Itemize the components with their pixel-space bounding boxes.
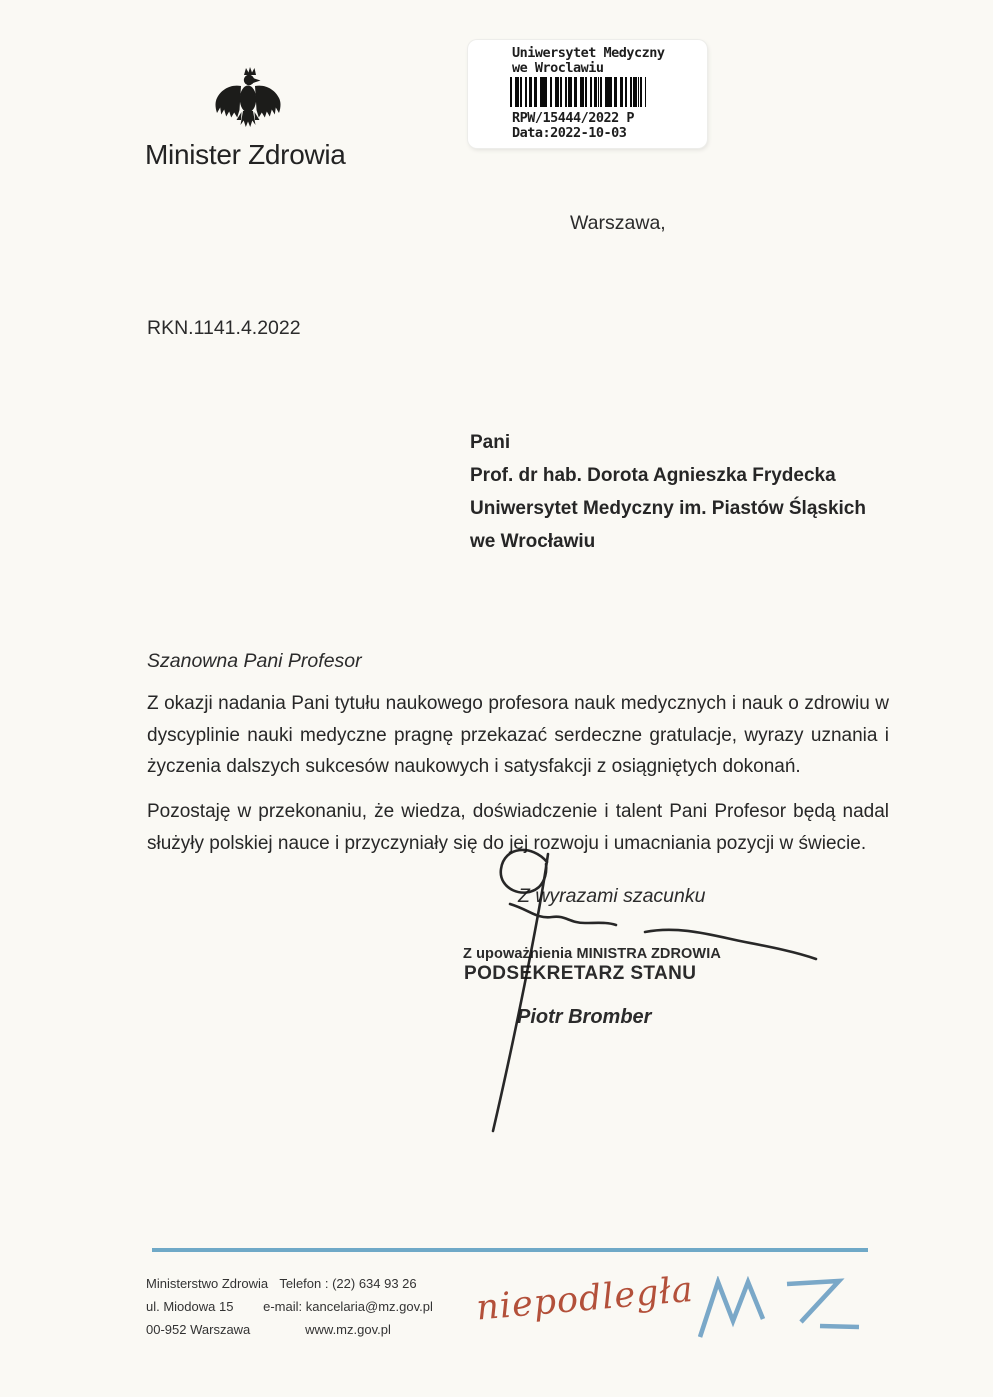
reference-number: RKN.1141.4.2022 (147, 317, 301, 339)
signer-title: PODSEKRETARZ STANU (464, 963, 697, 984)
stamp-date: Data:2022-10-03 (512, 125, 627, 141)
footer-address-block (146, 1272, 268, 1341)
footer-contact-block (262, 1272, 434, 1341)
footer-street: ul. Miodowa 15 (146, 1299, 234, 1314)
stamp-rpw-number: RPW/15444/2022 P (512, 110, 635, 126)
addressee-block (470, 426, 866, 558)
stamp-university-line2: we Wroclawiu (512, 60, 604, 76)
salutation: Szanowna Pani Profesor (147, 650, 362, 672)
body-paragraph-2: Pozostaję w przekonaniu, że wiedza, doświadczenie i talent Pani Profesor będą nadal służyły polskiej nauce i przyczyniały się do jej rozwoju i umacniania pozycji w świecie. (147, 801, 889, 854)
stamp-university-line1: Uniwersytet Medyczny (512, 45, 665, 61)
footer-email: e-mail: kancelaria@mz.gov.pl (263, 1299, 433, 1314)
minister-title: Minister Zdrowia (145, 139, 346, 170)
signer-name: Piotr Bromber (517, 1006, 652, 1028)
footer-postal-city: 00-952 Warszawa (146, 1322, 251, 1337)
polish-eagle-emblem-icon (213, 66, 283, 132)
addressee-line: Uniwersytet Medyczny im. Piastów Śląskich (470, 498, 866, 519)
closing-phrase: Z wyrazami szacunku (518, 885, 706, 907)
footer-website: www.mz.gov.pl (305, 1322, 391, 1337)
mail-registration-stamp (468, 40, 707, 148)
city-date-line: Warszawa, (570, 212, 666, 234)
footer-phone: Telefon : (22) 634 93 26 (279, 1276, 417, 1291)
mz-logo-icon (698, 1276, 862, 1348)
body-paragraph-1: Z okazji nadania Pani tytułu naukowego profesora nauk medycznych i nauk o zdrowiu w dyscyplinie nauki medyczne pragnę przekazać serdeczne gratulacje, wyrazy uznania i życzenia dalszych sukcesów naukowych i satysfakcji z osiągniętych dokonań. (147, 693, 889, 777)
niepodlegla-logo: niepodległa (474, 1269, 696, 1329)
footer-org-name: Ministerstwo Zdrowia (146, 1276, 269, 1291)
addressee-line: Pani (470, 432, 511, 453)
addressee-line: Prof. dr hab. Dorota Agnieszka Frydecka (470, 465, 836, 486)
addressee-line: we Wrocławiu (470, 531, 596, 552)
authorization-line: Z upoważnienia MINISTRA ZDROWIA (463, 946, 721, 962)
footer-divider-rule (152, 1248, 868, 1252)
barcode-icon (510, 77, 646, 107)
